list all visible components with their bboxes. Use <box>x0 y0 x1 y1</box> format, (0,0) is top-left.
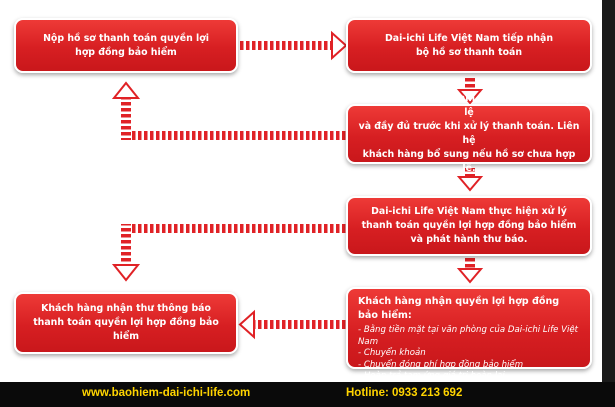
step-process-text: Dai-ichi Life Việt Nam thực hiện xử lý thanh toán quyền lợi hợp đồng bảo hiểm và phát hành thư báo. <box>361 206 577 245</box>
step-notice-text: Khách hàng nhận thư thông báo thanh toán quyền lợi hợp đồng bảo hiểm <box>33 303 219 342</box>
benefits-title: Khách hàng nhận quyền lợi hợp đồng bảo hiểm: <box>358 296 560 321</box>
footer-bar <box>0 382 615 407</box>
arrow-left-benefits-to-notice <box>240 312 346 337</box>
step-check-box <box>346 93 592 174</box>
arrow-process-to-notice <box>114 224 346 280</box>
right-edge-strip <box>602 0 615 382</box>
benefits-item: - Chuyển khoản <box>358 348 426 358</box>
step-check-text: Dai-ichi Life Việt Nam kiểm tra hồ sơ hợp lệ và đầy đủ trước khi xử lý thanh toán. Liên hệ khách hàng bổ sung nếu hồ sơ chưa hợp lệ. <box>358 93 580 174</box>
hotline-text: Hotline: 0933 213 692 <box>346 387 463 399</box>
website-link[interactable]: www.baohiem-dai-ichi-life.com <box>82 387 251 399</box>
step-receive-text: Dai-ichi Life Việt Nam tiếp nhận bộ hồ sơ thanh toán <box>384 32 553 58</box>
step-receive-box <box>346 18 592 73</box>
arrow-right-submit-to-receive <box>240 33 346 58</box>
step-submit-text: Nộp hồ sơ thanh toán quyền lợi hợp đồng bảo hiểm <box>43 32 209 58</box>
step-notice-box <box>14 292 238 354</box>
arrow-check-back-to-submit <box>114 83 346 140</box>
benefits-item: - Bằng tiền mặt tại văn phòng của Dai-ichi Life Việt Nam <box>358 325 579 347</box>
step-benefits-box <box>346 287 592 381</box>
benefits-item: - Hoàn trả tạm ứng giá trị hoàn lại <box>358 371 505 381</box>
step-process-box <box>346 196 592 256</box>
benefits-item: - Chuyển đóng phí hợp đồng bảo hiểm <box>358 359 524 370</box>
arrow-down-process-to-benefits <box>459 258 481 282</box>
step-submit-box <box>14 18 238 73</box>
